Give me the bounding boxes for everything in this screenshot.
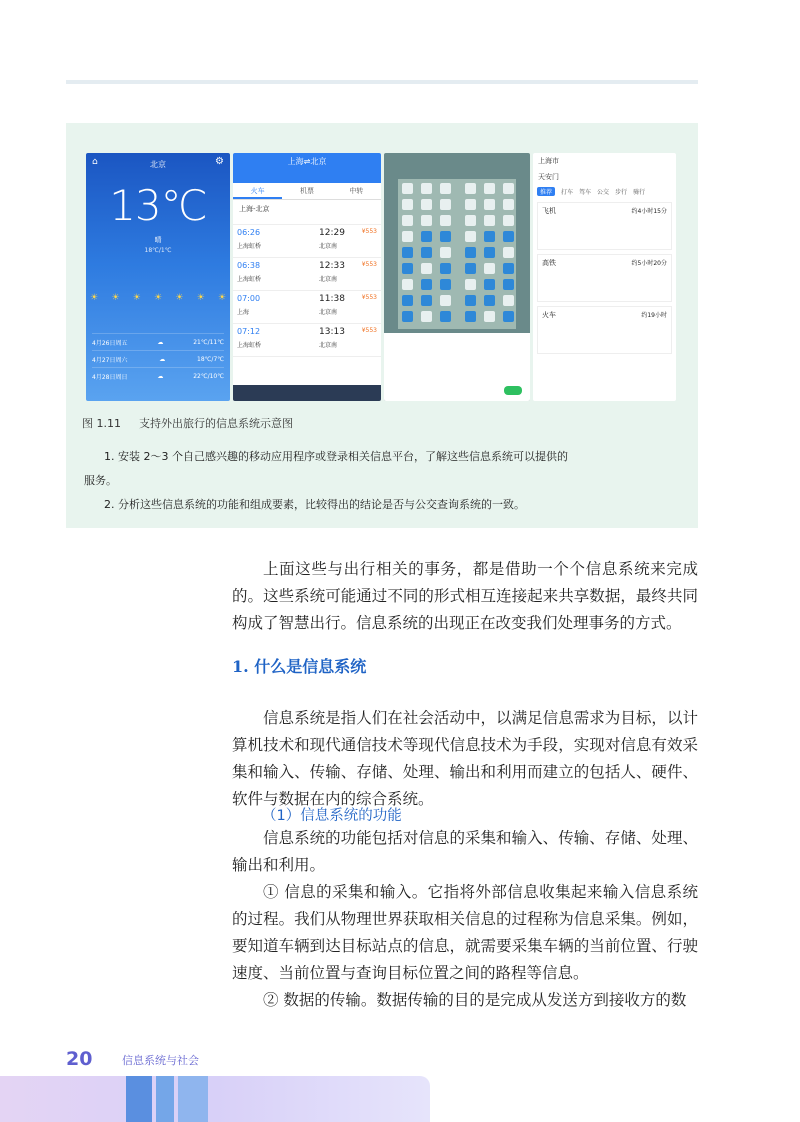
activity-box (66, 123, 698, 528)
ticket-title: 上海⇌北京 (233, 153, 381, 183)
seat (402, 231, 413, 242)
page-number: 20 (66, 1048, 93, 1070)
seat (484, 215, 495, 226)
ticket-app-screenshot (233, 153, 381, 401)
seat (484, 295, 495, 306)
seat (440, 183, 451, 194)
tab-transfer: 中转 (349, 187, 364, 195)
task-1-cont: 服务。 (84, 474, 117, 487)
confirm-button (504, 386, 522, 395)
seat (402, 311, 413, 322)
seat (503, 279, 514, 290)
seat (440, 295, 451, 306)
section-title: 1. 什么是信息系统 (232, 657, 367, 676)
trip-row: 07:12 13:13 ¥553 上海虹桥 北京南 (233, 324, 381, 357)
cloud-icon: ☁ (157, 338, 164, 346)
task-1: 1. 安装 2～3 个自己感兴趣的移动应用程序或登录相关信息平台，了解这些信息系统可以提供的 (104, 450, 568, 463)
figure-caption-text: 支持外出旅行的信息系统示意图 (139, 417, 293, 430)
trip-row: 07:00 11:38 ¥553 上海 北京南 (233, 291, 381, 324)
seat (440, 311, 451, 322)
seat (402, 263, 413, 274)
seat (421, 231, 432, 242)
weather-temperature: 13℃ (109, 181, 207, 230)
item-2-paragraph: ② 数据的传输。数据传输的目的是完成从发送方到接收方的数 (263, 991, 687, 1009)
seat (402, 295, 413, 306)
forecast-row: 4月27日周六 ☁ 18℃/7℃ (92, 350, 224, 367)
seat (503, 215, 514, 226)
seat (465, 199, 476, 210)
seat (440, 279, 451, 290)
seat (402, 215, 413, 226)
seat (465, 231, 476, 242)
seat (440, 247, 451, 258)
seat (465, 279, 476, 290)
figure-screenshots (86, 153, 676, 401)
seat (503, 199, 514, 210)
ticket-tabs (233, 183, 381, 200)
seat (402, 199, 413, 210)
seat (402, 183, 413, 194)
route-card: 高铁 约5小时20分 (537, 254, 672, 302)
seat (421, 183, 432, 194)
gear-icon: ⚙ (215, 156, 224, 167)
seat (440, 231, 451, 242)
seat (484, 311, 495, 322)
route-app-screenshot (533, 153, 676, 401)
weather-range: 18℃/1℃ (144, 247, 172, 254)
route-modes: 推荐 打车 驾车 公交 步行 骑行 (533, 185, 676, 198)
forecast-row: 4月26日周五 ☁ 21℃/11℃ (92, 333, 224, 350)
seat (402, 247, 413, 258)
seat (484, 231, 495, 242)
sun-icon: ☀ (90, 293, 99, 303)
seat (484, 263, 495, 274)
sun-icon: ☀ (111, 293, 120, 303)
seat (421, 215, 432, 226)
forecast-row: 4月28日周日 ☁ 22℃/10℃ (92, 367, 224, 384)
item-1-paragraph: ① 信息的采集和输入。它指将外部信息收集起来输入信息系统的过程。我们从物理世界获取相关信息的过程称为信息采集。例如，要知道车辆到达目标站点的信息，就需要采集车辆的当前位置、行驶速度、当前位置与查询目标位置之间的路程等信息。 (232, 883, 698, 982)
cloud-icon: ☁ (157, 372, 164, 380)
seat (484, 279, 495, 290)
seat (503, 247, 514, 258)
seat (484, 247, 495, 258)
tab-flight: 机票 (299, 187, 314, 195)
figure-caption (82, 415, 293, 431)
seat-grid (398, 179, 516, 329)
route-card: 飞机 约4小时15分 (537, 202, 672, 250)
ticket-footer-bar (233, 385, 381, 401)
route-from: 上海市 (538, 157, 559, 165)
tab-train: 火车 (233, 183, 282, 199)
sun-icon: ☀ (132, 293, 141, 303)
task-2: 2. 分析这些信息系统的功能和组成要素，比较得出的结论是否与公交查询系统的一致。 (104, 498, 525, 511)
seat (503, 311, 514, 322)
seat (421, 199, 432, 210)
seat-panel (384, 333, 530, 401)
subsection-title: （1）信息系统的功能 (262, 808, 402, 824)
definition-paragraph: 信息系统是指人们在社会活动中，以满足信息需求为目标，以计算机技术和现代通信技术等现代信息技术为手段，实现对信息有效采集和输入、传输、存储、处理、输出和利用而建立的包括人、硬件、软件与数据在内的综合系统。 (232, 709, 698, 808)
weather-app-screenshot (86, 153, 230, 401)
seat (421, 263, 432, 274)
seat (484, 183, 495, 194)
ticket-route: 上海-北京 (233, 200, 381, 225)
figure-number: 图 1.11 (82, 417, 121, 430)
footer-stripe (156, 1076, 174, 1122)
seat (503, 263, 514, 274)
forecast-icons (90, 293, 226, 329)
trip-row: 06:26 12:29 ¥553 上海虹桥 北京南 (233, 225, 381, 258)
seat (421, 295, 432, 306)
route-to: 天安门 (538, 173, 559, 181)
seat (440, 199, 451, 210)
seat (465, 295, 476, 306)
route-card: 火车 约19小时 (537, 306, 672, 354)
header-rule (66, 80, 698, 84)
seat (503, 231, 514, 242)
weather-condition: 晴 (154, 236, 162, 244)
seat-map-screenshot (384, 153, 530, 401)
seat (421, 247, 432, 258)
intro-paragraph: 上面这些与出行相关的事务，都是借助一个个信息系统来完成的。这些系统可能通过不同的形式相互连接起来共享数据，最终共同构成了智慧出行。信息系统的出现正在改变我们处理事务的方式。 (232, 560, 698, 632)
weather-city: 北京 (150, 160, 166, 169)
seat (503, 295, 514, 306)
sun-icon: ☀ (175, 293, 184, 303)
seat (484, 199, 495, 210)
seat (440, 215, 451, 226)
seat (465, 215, 476, 226)
seat (465, 263, 476, 274)
seat (465, 311, 476, 322)
footer-stripe (178, 1076, 208, 1122)
running-head: 信息系统与社会 (122, 1054, 199, 1067)
forecast-list (92, 333, 224, 384)
trip-row: 06:38 12:33 ¥553 上海虹桥 北京南 (233, 258, 381, 291)
seat (421, 279, 432, 290)
footer-band (0, 1076, 430, 1122)
sun-icon: ☀ (153, 293, 163, 303)
sun-icon: ☀ (217, 293, 226, 303)
functions-paragraph: 信息系统的功能包括对信息的采集和输入、传输、存储、处理、输出和利用。 (232, 829, 698, 874)
seat (402, 279, 413, 290)
seat (465, 247, 476, 258)
home-icon: ⌂ (92, 157, 98, 167)
seat (421, 311, 432, 322)
cloud-icon: ☁ (159, 355, 166, 363)
seat (503, 183, 514, 194)
sun-icon: ☀ (196, 293, 205, 303)
footer-stripe (126, 1076, 152, 1122)
seat (440, 263, 451, 274)
seat (465, 183, 476, 194)
